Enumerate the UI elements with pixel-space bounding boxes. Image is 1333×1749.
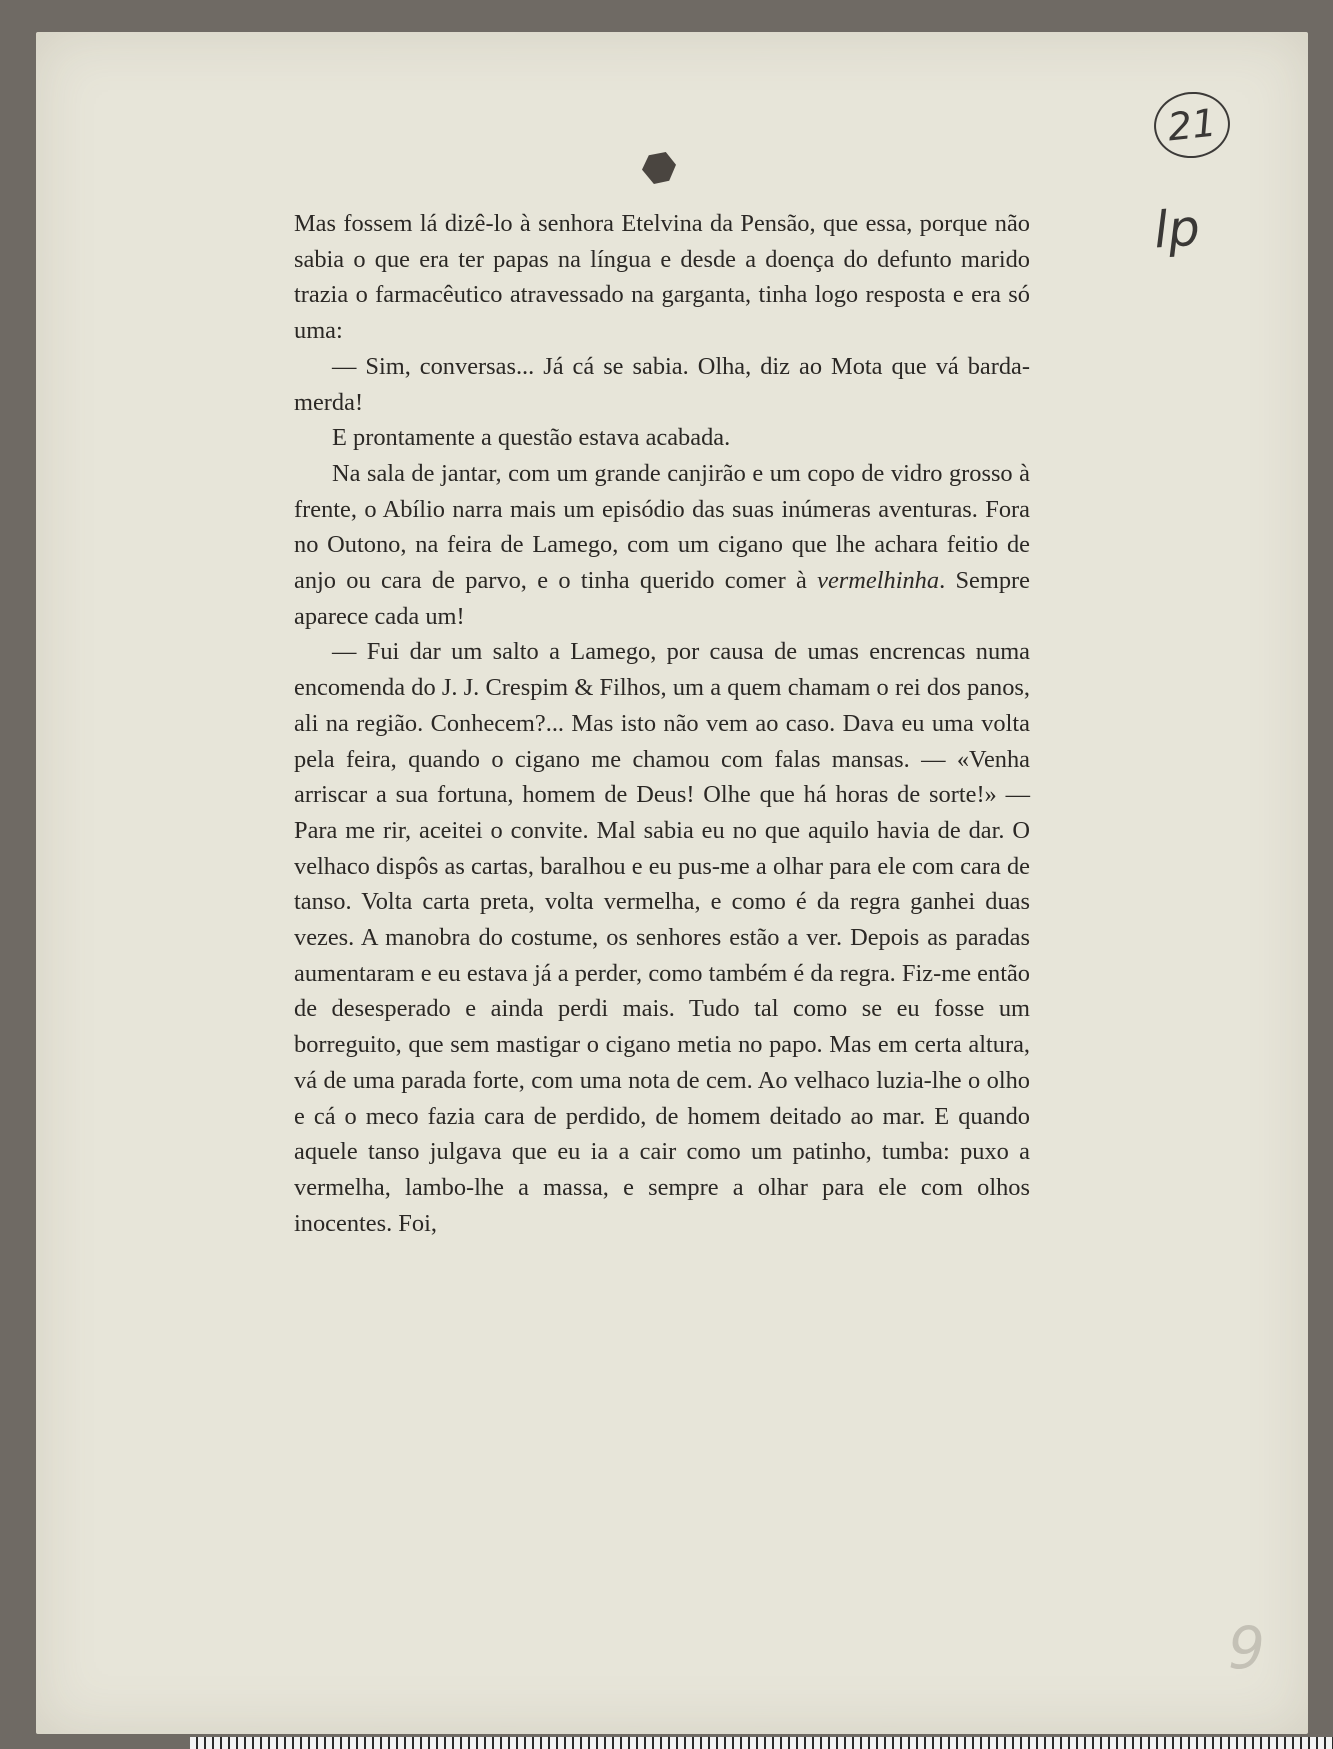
body-text <box>294 206 1030 1241</box>
paragraph-4-text: Na sala de jantar, com um grande canjirão e um copo de vidro grosso à frente, o Abílio narra mais um episódio das suas inúmeras aventuras. Fora no Outono, na feira de Lamego, com um cigano que lhe achara feitio de anjo ou cara de parvo, e o tinha querido comer à <box>294 459 1030 595</box>
paragraph-3: E prontamente a questão estava acabada. <box>332 424 731 452</box>
paragraph-4 <box>294 456 1030 635</box>
paragraph-4-end: . Sempre aparece cada um! <box>294 567 1030 630</box>
paragraph-5: — Fui dar um salto a Lamego, por causa de umas encrencas numa encomenda do J. J. Crespim & Filhos, um a quem chamam o rei dos panos, ali na região. Conhecem?... Mas isto não vem ao caso. Dava eu uma volta pela feira, quando o cigano me chamou com falas mansas. — «Venha arriscar a sua fortuna, homem de Deus! Olhe que há horas de sorte!» — Para me rir, aceitei o convite. Mal sabia eu no que aquilo havia de dar. O velhaco dispôs as cartas, baralhou e eu pus-me a olhar para ele com cara de tanso. Volta carta preta, volta vermelha, e como é da regra ganhei duas vezes. A manobra do costume, os senhores estão a ver. Depois as paradas aumentaram e eu estava já a perder, como também é da regra. Fiz-me então de desesperado e ainda perdi mais. Tudo tal como se eu fosse um borreguito, que sem mastigar o cigano metia no papo. Mas em certa altura, vá de uma parada forte, com uma nota de cem. Ao velhaco luzia-lhe o olho e cá o meco fazia cara de perdido, de homem deitado ao mar. E quando aquele tanso julgava que eu ia a cair como um patinho, tumba: puxo a vermelha, lambo-lhe a massa, e sempre a olhar para ele com olhos inocentes. Foi, <box>294 638 1030 1237</box>
margin-annotation: lp <box>1152 198 1202 260</box>
paragraph-2: — Sim, conversas... Já cá se sabia. Olha, diz ao Mota que vá barda-merda! <box>294 352 1030 416</box>
scale-ruler <box>190 1737 1333 1749</box>
punch-hole <box>642 152 676 184</box>
paragraph-4-italic: vermelhinha <box>817 567 940 595</box>
paragraph-1: Mas fossem lá dizê-lo à senhora Etelvina da Pensão, que essa, porque não sabia o que era ter papas na língua e desde a doença do defunto marido trazia o farmacêutico atravessado na garganta, tinha logo resposta e era só uma: <box>294 210 1030 345</box>
pencil-page-number: 9 <box>1228 1614 1265 1682</box>
folio-number: 21 <box>1151 88 1233 162</box>
